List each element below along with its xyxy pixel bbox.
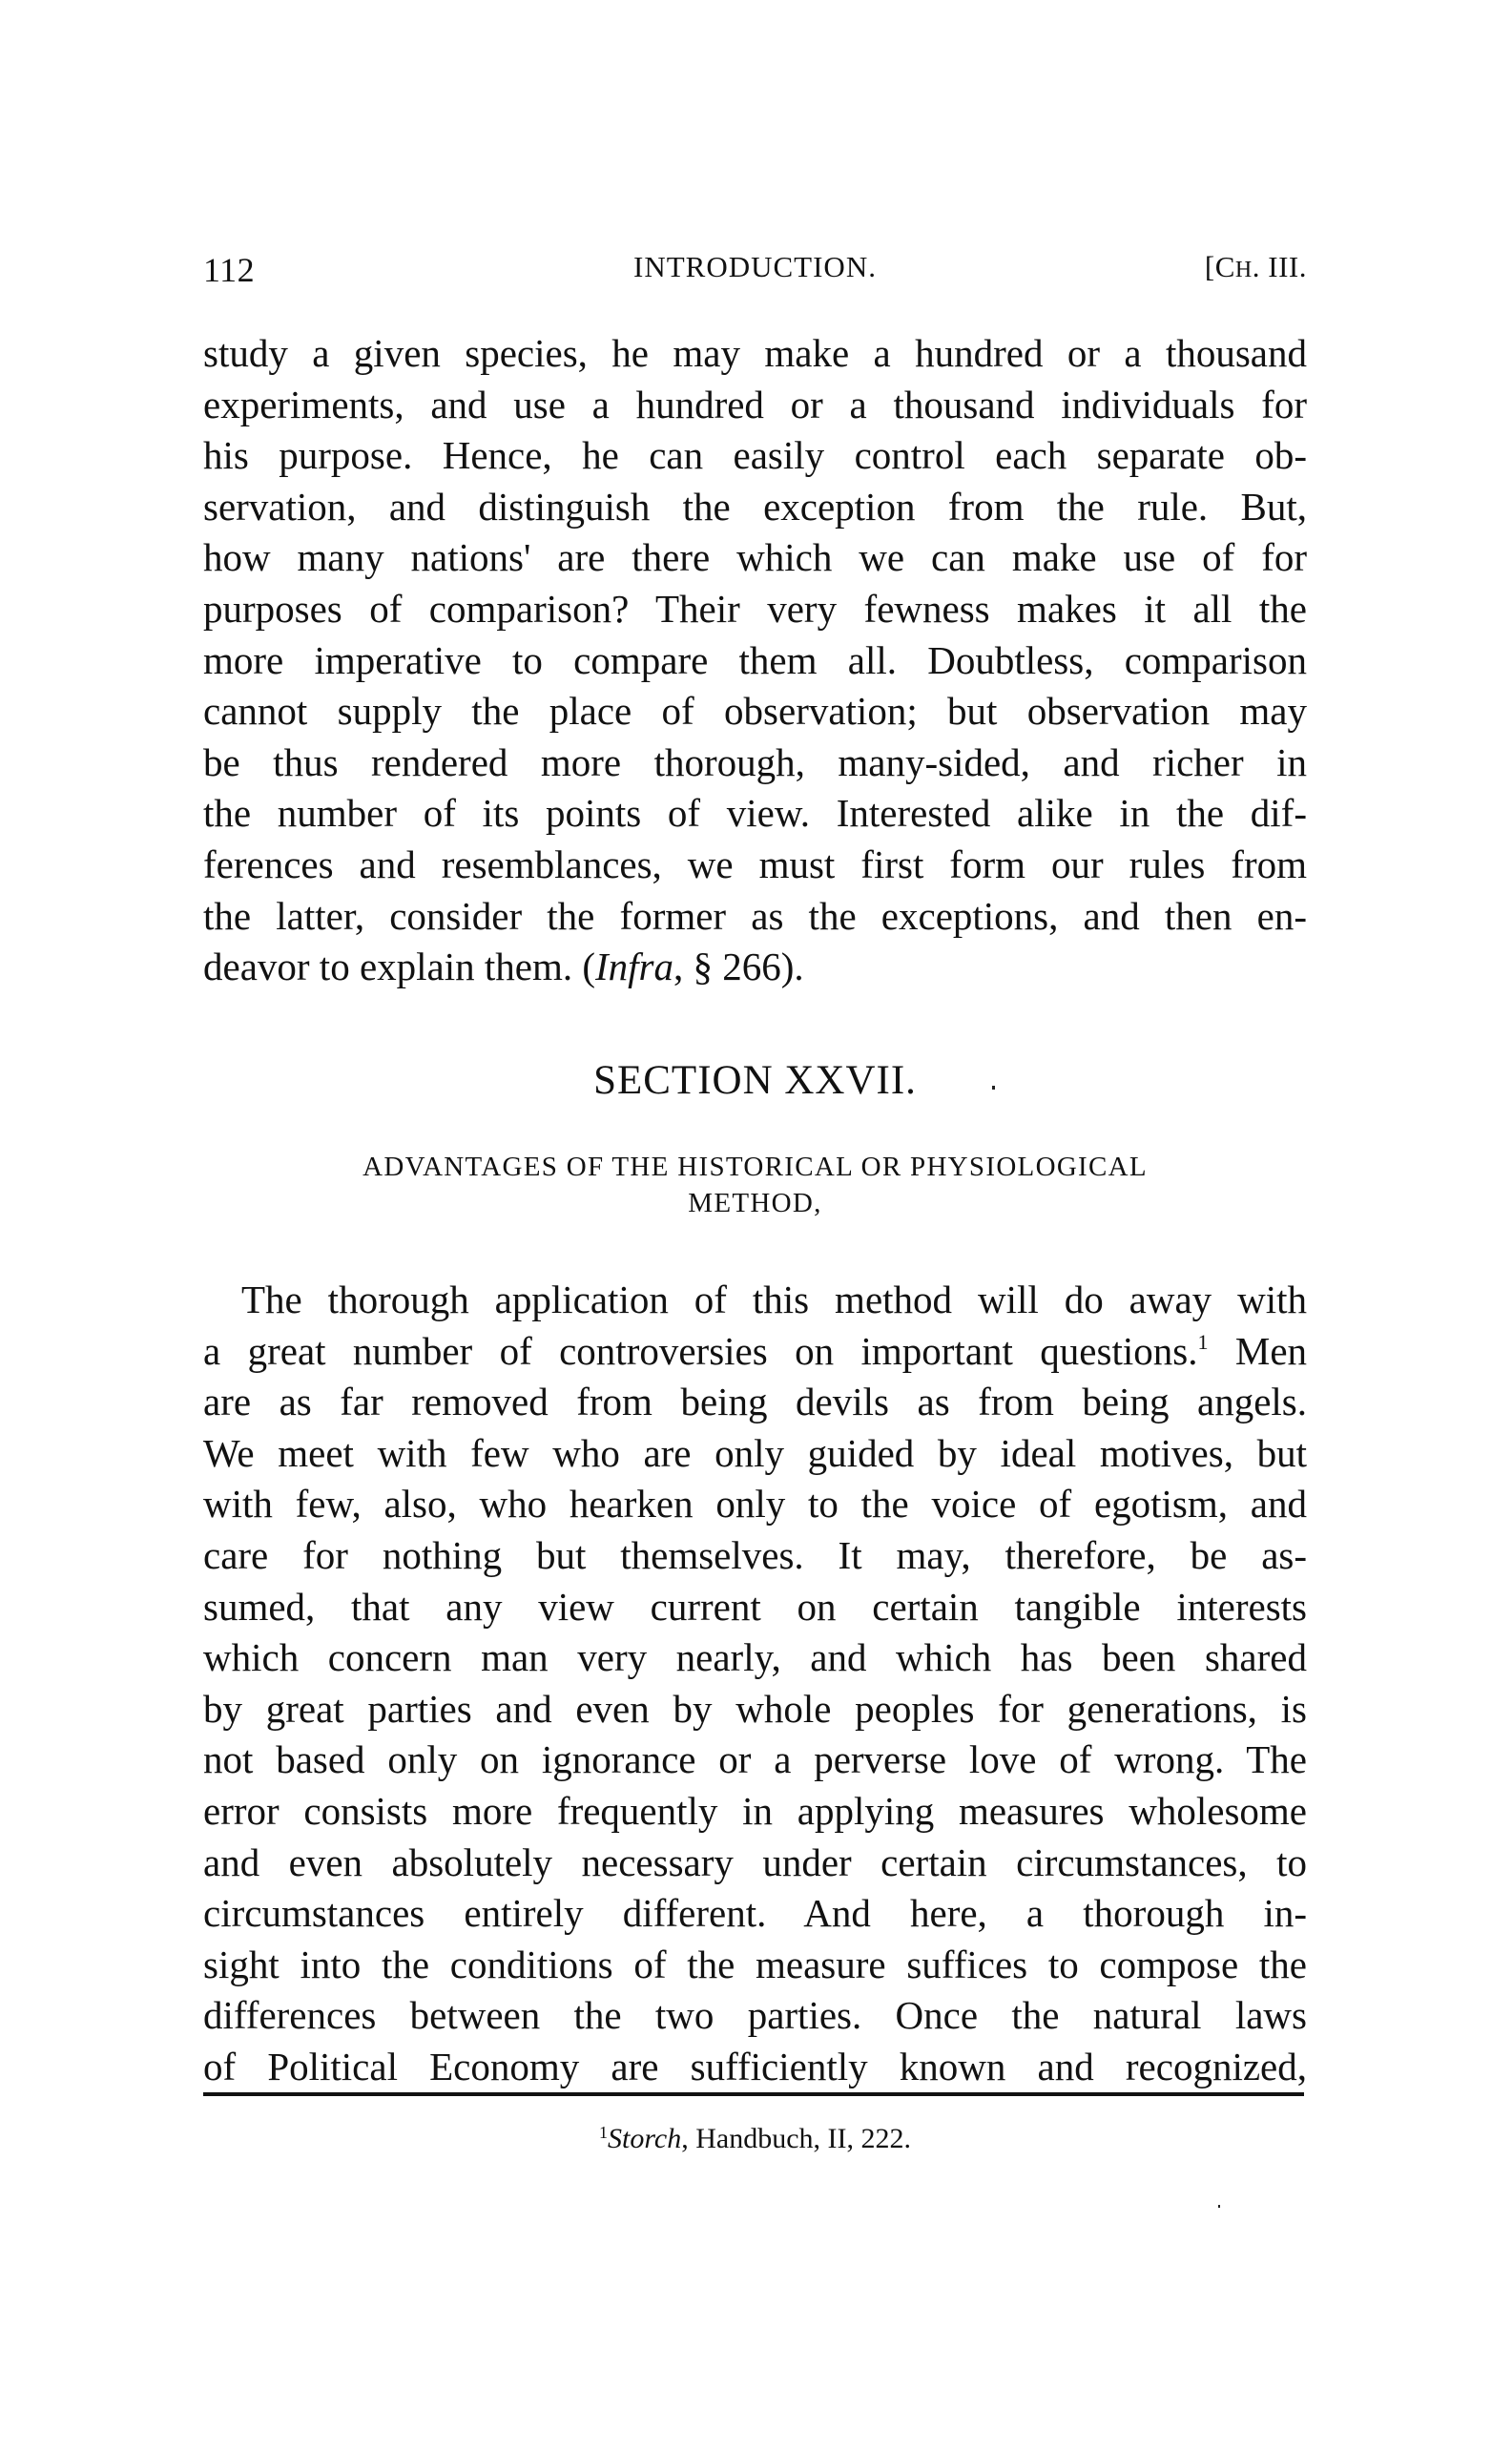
footnote-citation: , Handbuch, II, 222. xyxy=(681,2123,911,2154)
text-line: of Political Economy are sufficiently known and recognized, xyxy=(203,2044,1307,2088)
text-line: study a given species, he may make a hundred or a thousand xyxy=(203,331,1307,375)
scan-speck xyxy=(1218,2205,1220,2208)
text-line-last xyxy=(203,942,1307,993)
text-line: how many nations' are there which we can make use of for xyxy=(203,535,1307,580)
text-line: We meet with few who are only guided by ideal motives, but xyxy=(203,1430,1307,1475)
text-line-first: The thorough application of this method will do away with xyxy=(241,1278,1307,1321)
text-line: differences between the two parties. Once the natural laws xyxy=(203,1993,1307,2038)
text-line: sight into the conditions of the measure suffices to compose the xyxy=(203,1942,1307,1986)
text-fragment: Men xyxy=(1234,1328,1308,1373)
text-line: not based only on ignorance or a perverse love of wrong. The xyxy=(203,1737,1307,1782)
text-line: the latter, consider the former as the exceptions, and then en- xyxy=(203,893,1307,938)
paragraph-continued xyxy=(203,328,1307,993)
text-line: the number of its points of view. Interested alike in the dif- xyxy=(203,791,1307,836)
text-line: by great parties and even by whole peoples for generations, is xyxy=(203,1686,1307,1731)
text-fragment: deavor to explain them. ( xyxy=(203,945,596,989)
text-line: sumed, that any view current on certain tangible interests xyxy=(203,1584,1307,1629)
text-line: be thus rendered more thorough, many-sided, and richer in xyxy=(203,739,1307,784)
text-line: are as far removed from being devils as from being angels. xyxy=(203,1380,1307,1424)
section-heading: SECTION XXVII. xyxy=(593,1058,917,1103)
text-line: servation, and distinguish the exception from the rule. But, xyxy=(203,484,1307,529)
running-title: INTRODUCTION. xyxy=(633,250,877,283)
text-fragment: a great number of controversies on important questions. xyxy=(203,1328,1198,1373)
text-line: with few, also, who hearken only to the voice of egotism, and xyxy=(203,1482,1307,1527)
text-line: and even absolutely necessary under certain circumstances, to xyxy=(203,1839,1307,1884)
paragraph-section-body xyxy=(203,1275,1307,2093)
subtitle-line: ADVANTAGES OF THE HISTORICAL OR PHYSIOLOGICAL xyxy=(362,1152,1148,1182)
running-head xyxy=(203,250,1307,292)
footnote-marker: 1 xyxy=(599,2123,608,2142)
section-reference: , § 266). xyxy=(673,945,804,989)
subtitle-line: METHOD, xyxy=(688,1188,822,1218)
page-number: 112 xyxy=(203,251,256,289)
scan-speck xyxy=(992,1086,995,1090)
text-line: purposes of comparison? Their very fewness makes it all the xyxy=(203,586,1307,631)
section-subtitle xyxy=(203,1149,1307,1221)
text-line: care for nothing but themselves. It may, therefore, be as- xyxy=(203,1532,1307,1577)
footnote-reference[interactable]: 1 xyxy=(1197,1329,1209,1354)
text-line: ferences and resemblances, we must first form our rules from xyxy=(203,842,1307,886)
text-line: which concern man very nearly, and which has been shared xyxy=(203,1635,1307,1680)
text-line: his purpose. Hence, he can easily control each separate ob- xyxy=(203,433,1307,478)
chapter-suffix: . III. xyxy=(1252,250,1307,283)
chapter-reference xyxy=(1205,250,1307,284)
chapter-prefix: [C xyxy=(1204,250,1235,283)
text-line: more imperative to compare them all. Doubtless, comparison xyxy=(203,637,1307,682)
cross-reference-italic: Infra xyxy=(595,945,674,989)
footnote xyxy=(203,2123,1307,2155)
chapter-smallcaps: H xyxy=(1234,258,1253,282)
footnote-author: Storch xyxy=(608,2123,682,2154)
text-line: cannot supply the place of observation; but observation may xyxy=(203,689,1307,734)
text-line: circumstances entirely different. And here, a thorough in- xyxy=(203,1891,1307,1936)
text-line xyxy=(203,1326,1307,1378)
text-line: experiments, and use a hundred or a thousand individuals for xyxy=(203,382,1307,426)
footnote-rule xyxy=(203,2092,1304,2096)
text-line: error consists more frequently in applying measures wholesome xyxy=(203,1788,1307,1833)
